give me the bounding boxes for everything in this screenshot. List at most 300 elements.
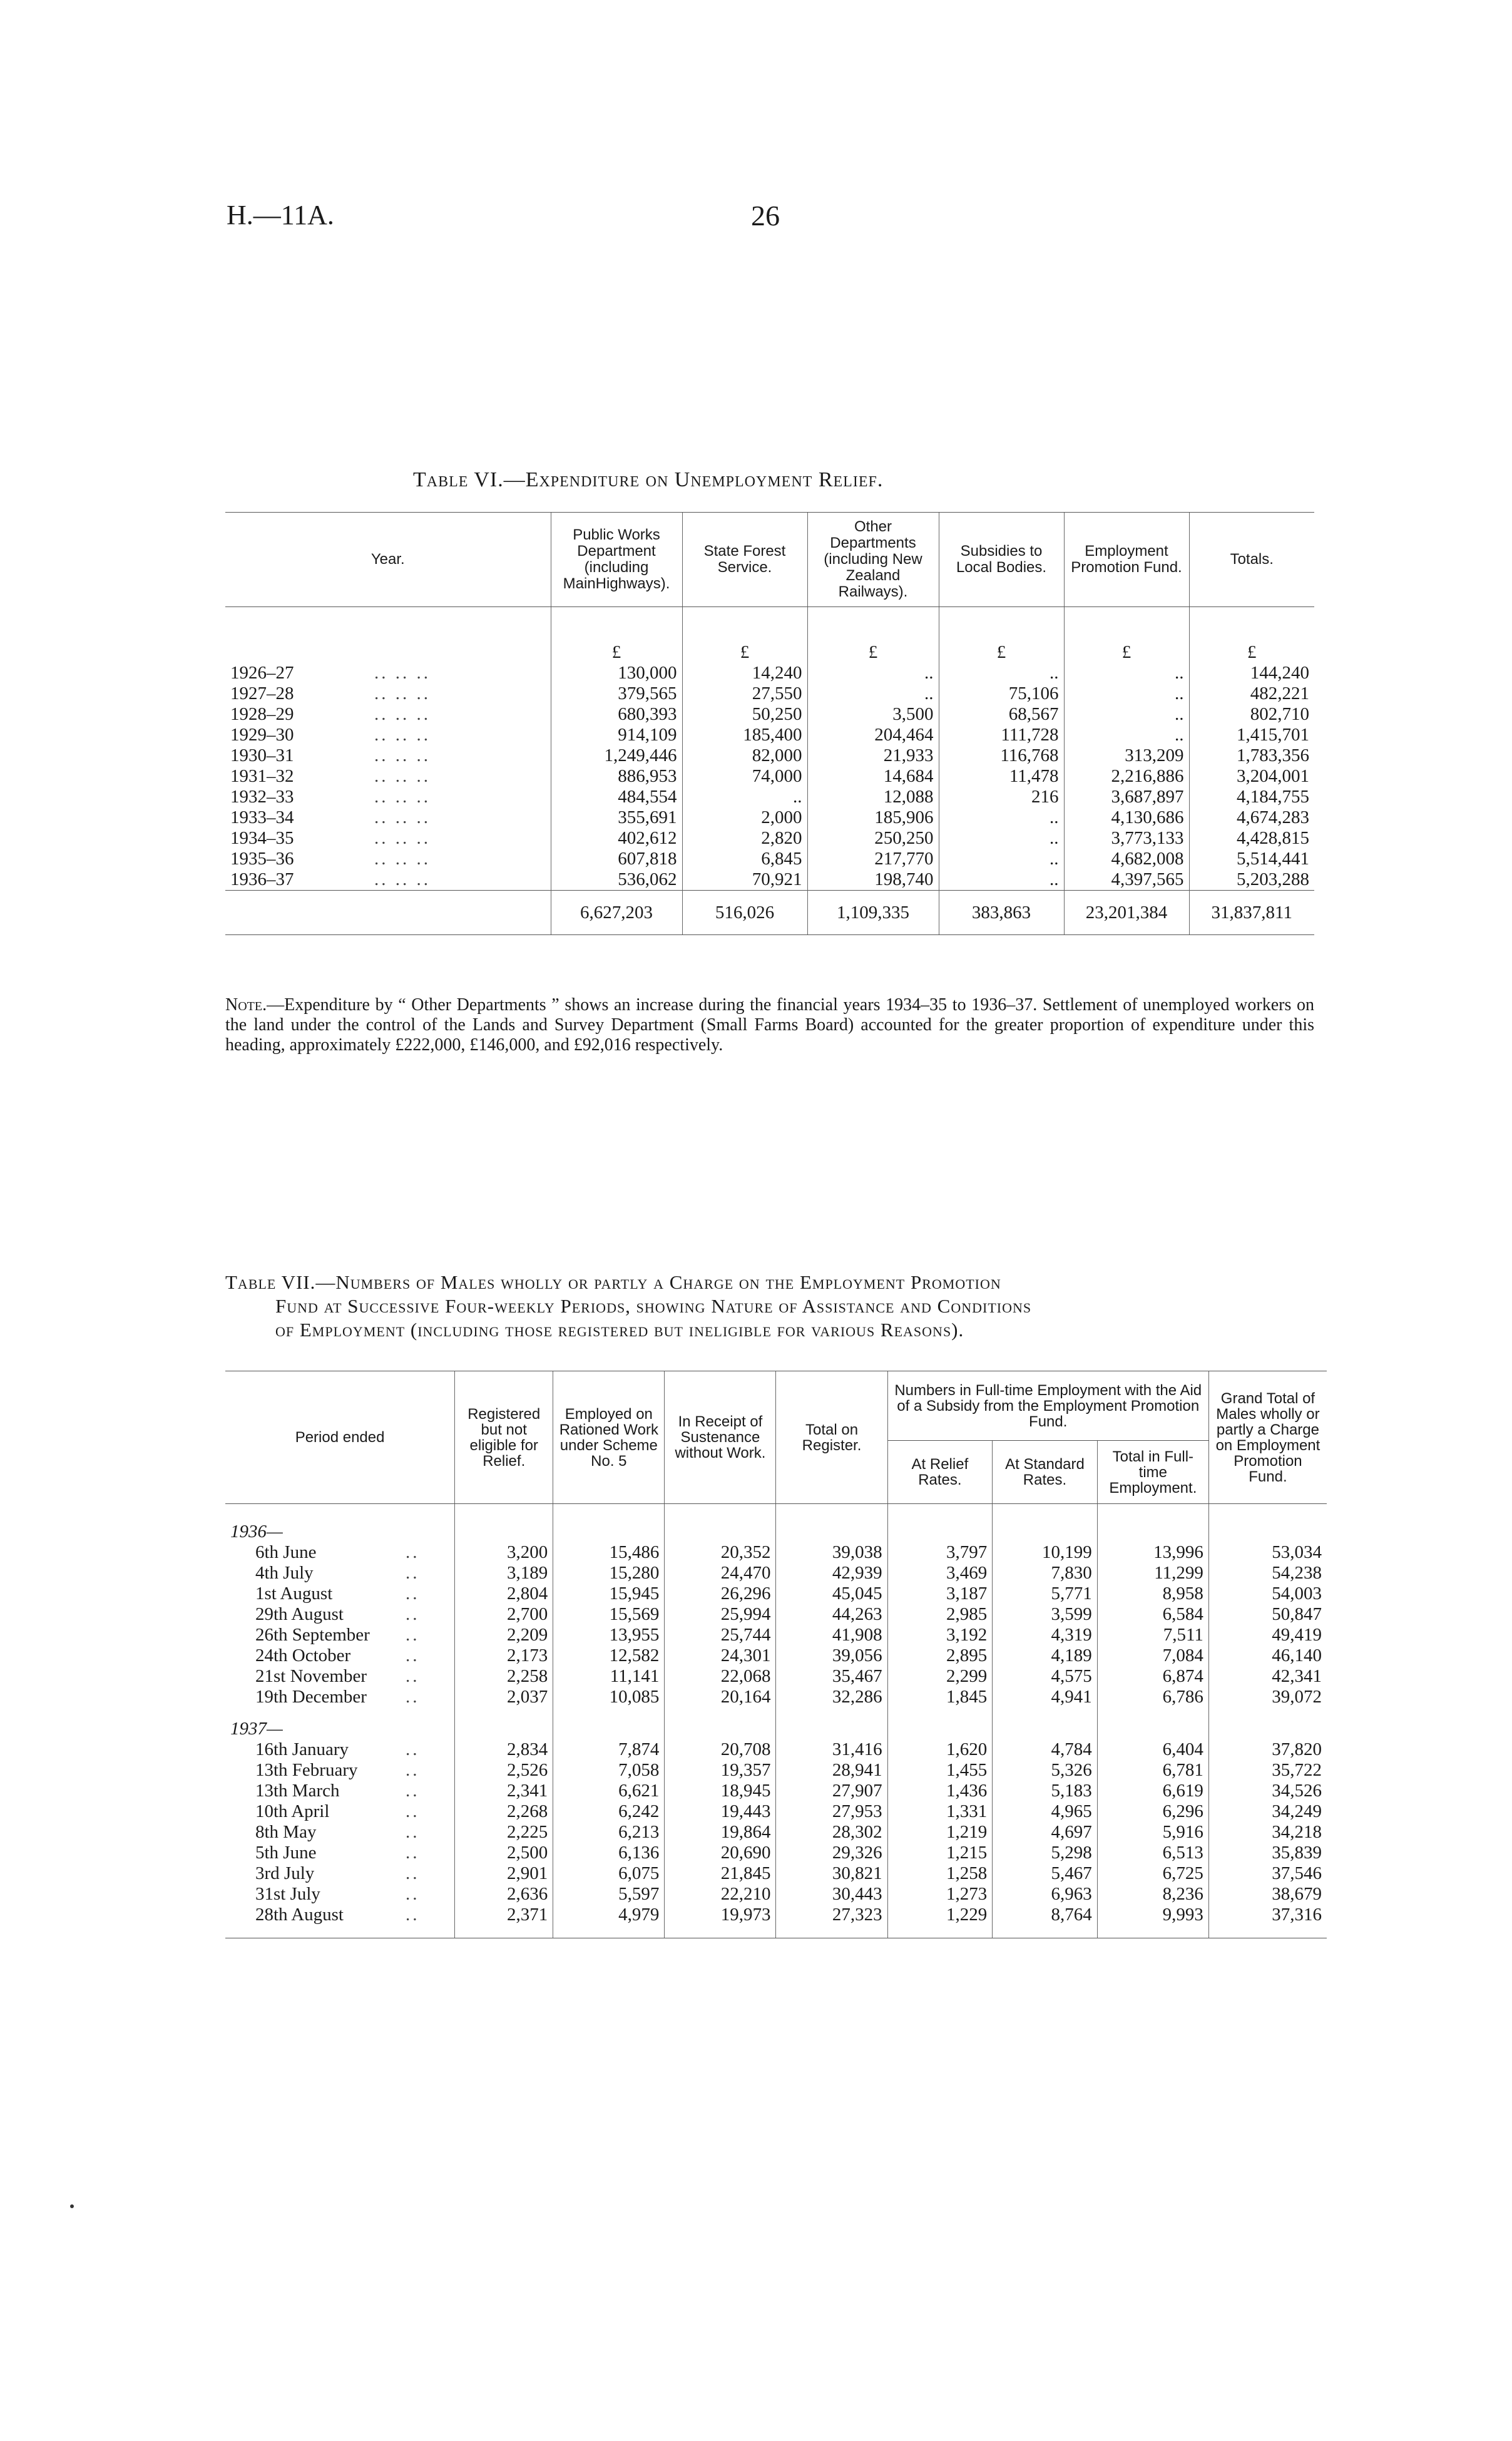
leader-dots: .. .. .. (374, 828, 431, 848)
year-cell (225, 766, 551, 787)
value-cell: 4,965 (993, 1801, 1098, 1822)
value-cell: 4,697 (993, 1822, 1098, 1843)
note-text: —Expenditure by “ Other Departments ” shows an increase during the financial years 1934–35 to 1936–37. Settlement of unemployed workers on the land under the control of the Lands and Survey Department (Small Farms Board) accounted for the greater proportion of expenditure under this heading, approximately £222,000, £146,000, and £92,016 respectively. (225, 995, 1314, 1055)
value-cell: 355,691 (551, 807, 682, 828)
table-row (225, 787, 1314, 807)
value-cell: 5,771 (993, 1584, 1098, 1604)
value-cell: 10,085 (553, 1687, 665, 1707)
leader-dots: .. .. .. (374, 787, 431, 807)
value-cell: 2,268 (455, 1801, 553, 1822)
period-label: 1st August (255, 1584, 333, 1604)
value-cell: 68,567 (939, 704, 1064, 725)
table-row (225, 1739, 1327, 1760)
year-row (225, 1707, 1327, 1739)
empty-cell (887, 1504, 993, 1543)
value-cell: 6,404 (1097, 1739, 1208, 1760)
year-heading: 1937— (230, 1719, 283, 1739)
value-cell: 2,258 (455, 1666, 553, 1687)
value-cell: 27,953 (776, 1801, 887, 1822)
value-cell: 6,075 (553, 1863, 665, 1884)
table-row (225, 869, 1314, 891)
value-cell: 2,299 (887, 1666, 993, 1687)
currency-cell: £ (682, 607, 807, 663)
period-cell (225, 1687, 455, 1707)
value-cell: 37,316 (1208, 1905, 1327, 1938)
value-cell: 802,710 (1189, 704, 1314, 725)
currency-cell: £ (1064, 607, 1189, 663)
value-cell: 3,797 (887, 1542, 993, 1563)
total-cell: 31,837,811 (1189, 891, 1314, 935)
leader-dots: .. (406, 1563, 420, 1583)
value-cell: 5,514,441 (1189, 849, 1314, 869)
value-cell: 70,921 (682, 869, 807, 891)
value-cell: 7,830 (993, 1563, 1098, 1584)
value-cell: 54,003 (1208, 1584, 1327, 1604)
value-cell: .. (939, 849, 1064, 869)
table-row (225, 1905, 1327, 1938)
leader-dots: .. (406, 1584, 420, 1604)
year-label: 1927–28 (230, 683, 294, 704)
value-cell: 2,834 (455, 1739, 553, 1760)
value-cell: 20,164 (665, 1687, 776, 1707)
table-row (225, 1822, 1327, 1843)
col-header-total-register: Total on Register. (776, 1371, 887, 1504)
table-row (225, 828, 1314, 849)
value-cell: 42,341 (1208, 1666, 1327, 1687)
value-cell: 6,296 (1097, 1801, 1208, 1822)
value-cell: 25,744 (665, 1625, 776, 1645)
table-row (225, 766, 1314, 787)
year-cell (225, 745, 551, 766)
value-cell: 2,700 (455, 1604, 553, 1625)
table-row (225, 1666, 1327, 1687)
leader-dots: .. .. .. (374, 869, 431, 889)
leader-dots: .. (406, 1739, 420, 1759)
period-cell (225, 1604, 455, 1625)
value-cell: 4,674,283 (1189, 807, 1314, 828)
year-cell (225, 704, 551, 725)
value-cell: 6,725 (1097, 1863, 1208, 1884)
period-cell (225, 1822, 455, 1843)
period-label: 13th February (255, 1760, 358, 1780)
leader-dots: .. (406, 1843, 420, 1863)
value-cell: 6,136 (553, 1843, 665, 1863)
value-cell: 1,436 (887, 1781, 993, 1801)
value-cell: 250,250 (807, 828, 939, 849)
leader-dots: .. (406, 1625, 420, 1645)
col-header-totals: Totals. (1189, 513, 1314, 607)
value-cell: 1,331 (887, 1801, 993, 1822)
currency-row (225, 607, 1314, 663)
value-cell: 11,299 (1097, 1563, 1208, 1584)
empty-cell (776, 1707, 887, 1739)
year-label: 1929–30 (230, 725, 294, 745)
table-row (225, 704, 1314, 725)
value-cell: 5,916 (1097, 1822, 1208, 1843)
leader-dots: .. (406, 1542, 420, 1562)
value-cell: 28,941 (776, 1760, 887, 1781)
period-cell (225, 1801, 455, 1822)
value-cell: 4,184,755 (1189, 787, 1314, 807)
value-cell: 3,204,001 (1189, 766, 1314, 787)
period-label: 26th September (255, 1625, 370, 1645)
year-label: 1933–34 (230, 807, 294, 827)
value-cell: 32,286 (776, 1687, 887, 1707)
empty-cell (553, 1504, 665, 1543)
year-cell (225, 828, 551, 849)
empty-cell (1097, 1707, 1208, 1739)
value-cell: 19,357 (665, 1760, 776, 1781)
value-cell: 4,130,686 (1064, 807, 1189, 828)
value-cell: 6,513 (1097, 1843, 1208, 1863)
value-cell: 42,939 (776, 1563, 887, 1584)
period-label: 29th August (255, 1604, 344, 1624)
value-cell: 1,455 (887, 1760, 993, 1781)
value-cell: 4,189 (993, 1645, 1098, 1666)
leader-dots: .. (406, 1687, 420, 1707)
empty-cell (993, 1707, 1098, 1739)
col-header-registered: Registered but not eligible for Relief. (455, 1371, 553, 1504)
value-cell: 2,895 (887, 1645, 993, 1666)
value-cell: 2,209 (455, 1625, 553, 1645)
value-cell: 2,985 (887, 1604, 993, 1625)
value-cell: 6,874 (1097, 1666, 1208, 1687)
value-cell: 1,845 (887, 1687, 993, 1707)
value-cell: 7,084 (1097, 1645, 1208, 1666)
value-cell: 1,620 (887, 1739, 993, 1760)
value-cell: .. (1064, 663, 1189, 683)
table6-title: Table VI.—Expenditure on Unemployment Relief. (413, 468, 884, 491)
period-label: 6th June (255, 1542, 317, 1562)
leader-dots: .. (406, 1905, 420, 1925)
leader-dots: .. .. .. (374, 766, 431, 786)
period-label: 28th August (255, 1905, 344, 1925)
value-cell: 204,464 (807, 725, 939, 745)
value-cell: 30,821 (776, 1863, 887, 1884)
col-header-grand-total: Grand Total of Males wholly or partly a Charge on Employment Promotion Fund. (1208, 1371, 1327, 1504)
leader-dots: .. (406, 1666, 420, 1686)
empty-cell (665, 1707, 776, 1739)
value-cell: 2,804 (455, 1584, 553, 1604)
value-cell: 4,575 (993, 1666, 1098, 1687)
col-header-subsidies: Subsidies to Local Bodies. (939, 513, 1064, 607)
year-label: 1936–37 (230, 869, 294, 889)
page-number: 26 (751, 200, 780, 232)
period-cell (225, 1905, 455, 1938)
value-cell: 11,141 (553, 1666, 665, 1687)
leader-dots: .. (406, 1863, 420, 1883)
value-cell: 2,526 (455, 1760, 553, 1781)
period-cell (225, 1863, 455, 1884)
value-cell: 130,000 (551, 663, 682, 683)
value-cell: 185,906 (807, 807, 939, 828)
value-cell: 50,847 (1208, 1604, 1327, 1625)
value-cell: 1,273 (887, 1884, 993, 1905)
value-cell: 2,037 (455, 1687, 553, 1707)
value-cell: 34,249 (1208, 1801, 1327, 1822)
value-cell: 914,109 (551, 725, 682, 745)
table-row (225, 663, 1314, 683)
value-cell: 82,000 (682, 745, 807, 766)
value-cell: 2,636 (455, 1884, 553, 1905)
empty-cell (1208, 1504, 1327, 1543)
value-cell: 12,582 (553, 1645, 665, 1666)
value-cell: .. (939, 869, 1064, 891)
value-cell: 4,682,008 (1064, 849, 1189, 869)
period-label: 13th March (255, 1781, 340, 1801)
value-cell: 5,183 (993, 1781, 1098, 1801)
col-header-subsidy-group: Numbers in Full-time Employment with the Aid of a Subsidy from the Employment Promotion Fund. (887, 1371, 1208, 1441)
value-cell: 5,326 (993, 1760, 1098, 1781)
value-cell: 1,229 (887, 1905, 993, 1938)
value-cell: .. (807, 663, 939, 683)
value-cell: 198,740 (807, 869, 939, 891)
value-cell: 8,958 (1097, 1584, 1208, 1604)
table7-employment-numbers (225, 1371, 1327, 1938)
value-cell: 2,225 (455, 1822, 553, 1843)
value-cell: 482,221 (1189, 683, 1314, 704)
report-reference: H.—11A. (227, 200, 334, 230)
value-cell: 3,500 (807, 704, 939, 725)
value-cell: .. (939, 663, 1064, 683)
year-label: 1926–27 (230, 663, 294, 683)
value-cell: 45,045 (776, 1584, 887, 1604)
value-cell: 75,106 (939, 683, 1064, 704)
table7-title-line: of Employment (including those registered but ineligible for various Reasons). (275, 1319, 964, 1341)
value-cell: 7,511 (1097, 1625, 1208, 1645)
value-cell: 1,783,356 (1189, 745, 1314, 766)
value-cell: 1,415,701 (1189, 725, 1314, 745)
table-row (225, 745, 1314, 766)
value-cell: 607,818 (551, 849, 682, 869)
empty-cell (1097, 1504, 1208, 1543)
table-row (225, 1645, 1327, 1666)
value-cell: 3,192 (887, 1625, 993, 1645)
table-row (225, 1542, 1327, 1563)
value-cell: 2,216,886 (1064, 766, 1189, 787)
total-cell: 23,201,384 (1064, 891, 1189, 935)
value-cell: 313,209 (1064, 745, 1189, 766)
table-row (225, 1843, 1327, 1863)
total-cell: 383,863 (939, 891, 1064, 935)
leader-dots: .. .. .. (374, 849, 431, 869)
value-cell: 41,908 (776, 1625, 887, 1645)
year-cell (225, 683, 551, 704)
period-cell (225, 1781, 455, 1801)
value-cell: 27,907 (776, 1781, 887, 1801)
year-label: 1930–31 (230, 745, 294, 765)
value-cell: 10,199 (993, 1542, 1098, 1563)
value-cell: 15,486 (553, 1542, 665, 1563)
value-cell: 5,203,288 (1189, 869, 1314, 891)
period-label: 19th December (255, 1687, 367, 1707)
period-label: 21st November (255, 1666, 367, 1686)
value-cell: 19,864 (665, 1822, 776, 1843)
totals-label-cell (225, 891, 551, 935)
value-cell: 4,784 (993, 1739, 1098, 1760)
value-cell: 15,280 (553, 1563, 665, 1584)
value-cell: 7,058 (553, 1760, 665, 1781)
value-cell: 74,000 (682, 766, 807, 787)
empty-cell (993, 1504, 1098, 1543)
value-cell: 14,240 (682, 663, 807, 683)
period-label: 31st July (255, 1884, 320, 1904)
value-cell: 8,764 (993, 1905, 1098, 1938)
value-cell: 116,768 (939, 745, 1064, 766)
table-row (225, 807, 1314, 828)
leader-dots: .. (406, 1822, 420, 1842)
leader-dots: .. (406, 1645, 420, 1666)
value-cell: 13,955 (553, 1625, 665, 1645)
table6-expenditure (225, 512, 1314, 935)
value-cell: 37,546 (1208, 1863, 1327, 1884)
table-row (225, 683, 1314, 704)
value-cell: 4,319 (993, 1625, 1098, 1645)
value-cell: 53,034 (1208, 1542, 1327, 1563)
currency-cell: £ (551, 607, 682, 663)
value-cell: 6,963 (993, 1884, 1098, 1905)
value-cell: 46,140 (1208, 1645, 1327, 1666)
table-row (225, 1604, 1327, 1625)
year-row (225, 1504, 1327, 1543)
table-row (225, 1884, 1327, 1905)
value-cell: 35,467 (776, 1666, 887, 1687)
value-cell: 3,687,897 (1064, 787, 1189, 807)
value-cell: 1,215 (887, 1843, 993, 1863)
value-cell: 5,597 (553, 1884, 665, 1905)
col-header-employment-fund: Employment Promotion Fund. (1064, 513, 1189, 607)
year-label: 1931–32 (230, 766, 294, 786)
table7-title-line: Table VII.—Numbers of Males wholly or partly a Charge on the Employment Promotion (225, 1271, 1001, 1293)
value-cell: 2,341 (455, 1781, 553, 1801)
period-cell (225, 1739, 455, 1760)
value-cell: 680,393 (551, 704, 682, 725)
value-cell: 1,249,446 (551, 745, 682, 766)
period-label: 10th April (255, 1801, 330, 1821)
value-cell: 8,236 (1097, 1884, 1208, 1905)
col-header-total-fulltime: Total in Full-time Employment. (1097, 1441, 1208, 1504)
col-header-period: Period ended (225, 1371, 455, 1504)
note-label: Note. (225, 995, 267, 1015)
value-cell: 379,565 (551, 683, 682, 704)
total-cell: 6,627,203 (551, 891, 682, 935)
value-cell: 54,238 (1208, 1563, 1327, 1584)
stray-mark (70, 2204, 74, 2208)
period-cell (225, 1584, 455, 1604)
table7-title (225, 1271, 1327, 1342)
empty-cell (887, 1707, 993, 1739)
value-cell: 3,187 (887, 1584, 993, 1604)
value-cell: .. (807, 683, 939, 704)
period-label: 24th October (255, 1645, 351, 1666)
period-cell (225, 1563, 455, 1584)
value-cell: 24,301 (665, 1645, 776, 1666)
value-cell: 18,945 (665, 1781, 776, 1801)
value-cell: 3,189 (455, 1563, 553, 1584)
value-cell: 11,478 (939, 766, 1064, 787)
year-heading: 1936— (230, 1522, 283, 1542)
value-cell: 2,500 (455, 1843, 553, 1863)
value-cell: 20,352 (665, 1542, 776, 1563)
leader-dots: .. .. .. (374, 683, 431, 704)
leader-dots: .. (406, 1760, 420, 1780)
period-label: 3rd July (255, 1863, 315, 1883)
col-header-sustenance: In Receipt of Sustenance without Work. (665, 1371, 776, 1504)
empty-cell (776, 1504, 887, 1543)
currency-cell: £ (1189, 607, 1314, 663)
value-cell: 484,554 (551, 787, 682, 807)
value-cell: 4,397,565 (1064, 869, 1189, 891)
value-cell: 21,933 (807, 745, 939, 766)
period-cell (225, 1625, 455, 1645)
value-cell: 9,993 (1097, 1905, 1208, 1938)
value-cell: .. (1064, 704, 1189, 725)
value-cell: 35,722 (1208, 1760, 1327, 1781)
value-cell: 2,000 (682, 807, 807, 828)
value-cell: 886,953 (551, 766, 682, 787)
value-cell: 7,874 (553, 1739, 665, 1760)
value-cell: 26,296 (665, 1584, 776, 1604)
leader-dots: .. .. .. (374, 807, 431, 827)
value-cell: 20,690 (665, 1843, 776, 1863)
value-cell: 2,820 (682, 828, 807, 849)
value-cell: 217,770 (807, 849, 939, 869)
col-header-year: Year. (225, 513, 551, 607)
table-row (225, 1625, 1327, 1645)
value-cell: .. (682, 787, 807, 807)
empty-cell (665, 1504, 776, 1543)
value-cell: 2,901 (455, 1863, 553, 1884)
value-cell: 35,839 (1208, 1843, 1327, 1863)
year-cell (225, 725, 551, 745)
value-cell: 3,773,133 (1064, 828, 1189, 849)
value-cell: 185,400 (682, 725, 807, 745)
value-cell: 3,599 (993, 1604, 1098, 1625)
currency-cell: £ (807, 607, 939, 663)
period-label: 4th July (255, 1563, 314, 1583)
value-cell: 6,584 (1097, 1604, 1208, 1625)
table-row (225, 1801, 1327, 1822)
value-cell: 4,941 (993, 1687, 1098, 1707)
value-cell: 24,470 (665, 1563, 776, 1584)
value-cell: 29,326 (776, 1843, 887, 1863)
value-cell: 12,088 (807, 787, 939, 807)
table-row (225, 1584, 1327, 1604)
value-cell: 144,240 (1189, 663, 1314, 683)
table7-title-line: Fund at Successive Four-weekly Periods, showing Nature of Assistance and Conditions (275, 1295, 1032, 1317)
year-cell (225, 869, 551, 891)
value-cell: 6,781 (1097, 1760, 1208, 1781)
value-cell: 30,443 (776, 1884, 887, 1905)
empty-cell (1208, 1707, 1327, 1739)
table-row (225, 1781, 1327, 1801)
period-label: 8th May (255, 1822, 317, 1842)
empty-cell (455, 1707, 553, 1739)
value-cell: 402,612 (551, 828, 682, 849)
value-cell: 1,258 (887, 1863, 993, 1884)
value-cell: 34,526 (1208, 1781, 1327, 1801)
value-cell: 2,371 (455, 1905, 553, 1938)
value-cell: 21,845 (665, 1863, 776, 1884)
value-cell: 27,550 (682, 683, 807, 704)
value-cell: .. (939, 807, 1064, 828)
value-cell: 39,056 (776, 1645, 887, 1666)
year-cell (225, 663, 551, 683)
year-label: 1932–33 (230, 787, 294, 807)
value-cell: 15,945 (553, 1584, 665, 1604)
value-cell: 6,845 (682, 849, 807, 869)
period-label: 5th June (255, 1843, 317, 1863)
